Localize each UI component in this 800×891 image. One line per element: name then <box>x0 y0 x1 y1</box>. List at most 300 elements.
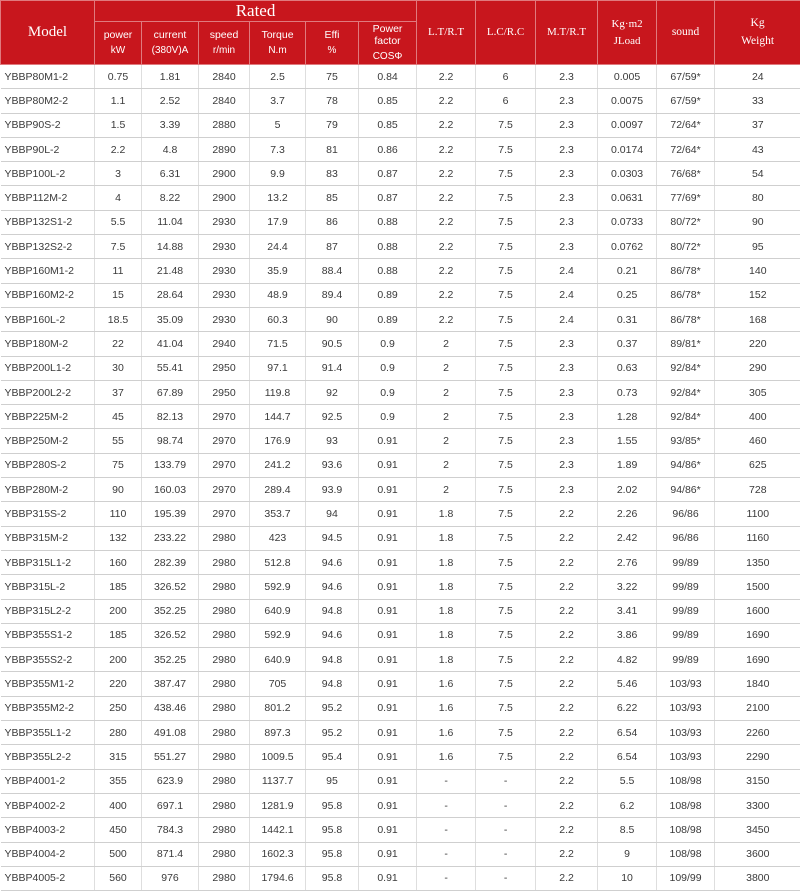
cell-torque: 24.4 <box>250 235 306 259</box>
cell-model: YBBP355L1-2 <box>1 721 95 745</box>
cell-mt-rt: 2.3 <box>536 186 598 210</box>
cell-torque: 144.7 <box>250 405 306 429</box>
cell-weight: 460 <box>715 429 800 453</box>
table-row <box>1 186 800 210</box>
cell-power: 200 <box>95 648 142 672</box>
header-lc-rc: L.C/R.C <box>476 1 536 65</box>
cell-lt-rt: 2.2 <box>417 137 476 161</box>
cell-effi: 94.8 <box>306 648 359 672</box>
cell-lt-rt: 1.8 <box>417 550 476 574</box>
cell-model: YBBP355L2-2 <box>1 745 95 769</box>
cell-power: 560 <box>95 866 142 890</box>
cell-kg-m2: 6.22 <box>598 696 657 720</box>
table-row <box>1 623 800 647</box>
table-row <box>1 453 800 477</box>
cell-model: YBBP315L-2 <box>1 575 95 599</box>
table-row <box>1 818 800 842</box>
cell-effi: 91.4 <box>306 356 359 380</box>
cell-model: YBBP132S1-2 <box>1 210 95 234</box>
cell-lt-rt: - <box>417 842 476 866</box>
cell-mt-rt: 2.2 <box>536 526 598 550</box>
cell-power-factor: 0.91 <box>359 721 417 745</box>
cell-speed: 2970 <box>199 405 250 429</box>
cell-effi: 79 <box>306 113 359 137</box>
table-row <box>1 721 800 745</box>
cell-power-factor: 0.91 <box>359 745 417 769</box>
cell-mt-rt: 2.4 <box>536 307 598 331</box>
header-speed-unit: r/min <box>199 45 249 57</box>
cell-weight: 3800 <box>715 866 800 890</box>
cell-torque: 1137.7 <box>250 769 306 793</box>
cell-power: 315 <box>95 745 142 769</box>
cell-weight: 24 <box>715 65 800 89</box>
table-row <box>1 137 800 161</box>
cell-power-factor: 0.91 <box>359 818 417 842</box>
cell-lt-rt: 2 <box>417 429 476 453</box>
cell-kg-m2: 6.54 <box>598 745 657 769</box>
cell-current: 3.39 <box>142 113 199 137</box>
table-row <box>1 332 800 356</box>
cell-power-factor: 0.84 <box>359 65 417 89</box>
cell-lc-rc: - <box>476 842 536 866</box>
cell-power-factor: 0.86 <box>359 137 417 161</box>
cell-current: 98.74 <box>142 429 199 453</box>
cell-model: YBBP90S-2 <box>1 113 95 137</box>
cell-sound: 99/89 <box>657 648 715 672</box>
cell-power-factor: 0.87 <box>359 162 417 186</box>
cell-mt-rt: 2.3 <box>536 137 598 161</box>
cell-sound: 103/93 <box>657 721 715 745</box>
cell-current: 491.08 <box>142 721 199 745</box>
cell-effi: 95.4 <box>306 745 359 769</box>
table-row <box>1 283 800 307</box>
cell-lc-rc: 6 <box>476 65 536 89</box>
cell-power-factor: 0.91 <box>359 769 417 793</box>
cell-kg-m2: 1.28 <box>598 405 657 429</box>
cell-current: 697.1 <box>142 793 199 817</box>
cell-power: 280 <box>95 721 142 745</box>
cell-model: YBBP355M1-2 <box>1 672 95 696</box>
cell-sound: 72/64* <box>657 137 715 161</box>
cell-model: YBBP315M-2 <box>1 526 95 550</box>
cell-mt-rt: 2.2 <box>536 550 598 574</box>
header-effi-top: Effi <box>306 29 358 41</box>
cell-current: 438.46 <box>142 696 199 720</box>
cell-speed: 2980 <box>199 550 250 574</box>
cell-weight: 2260 <box>715 721 800 745</box>
header-power <box>95 22 142 65</box>
cell-torque: 705 <box>250 672 306 696</box>
cell-weight: 305 <box>715 380 800 404</box>
cell-speed: 2980 <box>199 526 250 550</box>
cell-lt-rt: 2 <box>417 380 476 404</box>
cell-mt-rt: 2.4 <box>536 259 598 283</box>
cell-mt-rt: 2.3 <box>536 210 598 234</box>
cell-mt-rt: 2.2 <box>536 672 598 696</box>
cell-mt-rt: 2.2 <box>536 721 598 745</box>
cell-kg-m2: 0.63 <box>598 356 657 380</box>
cell-sound: 67/59* <box>657 89 715 113</box>
cell-model: YBBP4005-2 <box>1 866 95 890</box>
cell-current: 233.22 <box>142 526 199 550</box>
cell-lc-rc: 7.5 <box>476 599 536 623</box>
cell-sound: 96/86 <box>657 526 715 550</box>
cell-mt-rt: 2.2 <box>536 745 598 769</box>
cell-power-factor: 0.9 <box>359 405 417 429</box>
cell-mt-rt: 2.2 <box>536 769 598 793</box>
cell-torque: 1602.3 <box>250 842 306 866</box>
cell-lc-rc: 7.5 <box>476 745 536 769</box>
cell-sound: 77/69* <box>657 186 715 210</box>
cell-speed: 2970 <box>199 502 250 526</box>
cell-torque: 423 <box>250 526 306 550</box>
cell-lt-rt: 1.6 <box>417 696 476 720</box>
cell-power: 355 <box>95 769 142 793</box>
cell-weight: 220 <box>715 332 800 356</box>
cell-sound: 108/98 <box>657 842 715 866</box>
table-row <box>1 405 800 429</box>
cell-speed: 2970 <box>199 478 250 502</box>
cell-kg-m2: 5.46 <box>598 672 657 696</box>
cell-lc-rc: 7.5 <box>476 575 536 599</box>
cell-model: YBBP280M-2 <box>1 478 95 502</box>
cell-weight: 2100 <box>715 696 800 720</box>
cell-torque: 13.2 <box>250 186 306 210</box>
cell-speed: 2980 <box>199 623 250 647</box>
cell-model: YBBP112M-2 <box>1 186 95 210</box>
cell-speed: 2930 <box>199 235 250 259</box>
header-power-top: power <box>95 29 141 41</box>
header-torque <box>250 22 306 65</box>
cell-lc-rc: - <box>476 793 536 817</box>
cell-lc-rc: 7.5 <box>476 332 536 356</box>
cell-lt-rt: 2 <box>417 332 476 356</box>
cell-model: YBBP355S1-2 <box>1 623 95 647</box>
cell-weight: 625 <box>715 453 800 477</box>
cell-effi: 93.9 <box>306 478 359 502</box>
cell-current: 11.04 <box>142 210 199 234</box>
cell-effi: 81 <box>306 137 359 161</box>
cell-current: 133.79 <box>142 453 199 477</box>
header-current <box>142 22 199 65</box>
cell-sound: 108/98 <box>657 769 715 793</box>
header-rated: Rated <box>95 1 417 22</box>
cell-power: 30 <box>95 356 142 380</box>
cell-kg-m2: 3.86 <box>598 623 657 647</box>
cell-mt-rt: 2.2 <box>536 818 598 842</box>
cell-lt-rt: 1.6 <box>417 745 476 769</box>
cell-lt-rt: 2 <box>417 356 476 380</box>
cell-kg-m2: 0.0174 <box>598 137 657 161</box>
cell-power: 3 <box>95 162 142 186</box>
cell-torque: 801.2 <box>250 696 306 720</box>
cell-torque: 289.4 <box>250 478 306 502</box>
cell-power: 2.2 <box>95 137 142 161</box>
cell-lc-rc: 7.5 <box>476 453 536 477</box>
table-row <box>1 89 800 113</box>
cell-model: YBBP280S-2 <box>1 453 95 477</box>
cell-effi: 90 <box>306 307 359 331</box>
cell-weight: 290 <box>715 356 800 380</box>
header-lt-rt: L.T/R.T <box>417 1 476 65</box>
cell-torque: 1009.5 <box>250 745 306 769</box>
table-row <box>1 769 800 793</box>
cell-sound: 92/84* <box>657 380 715 404</box>
cell-torque: 17.9 <box>250 210 306 234</box>
cell-kg-m2: 0.25 <box>598 283 657 307</box>
cell-current: 195.39 <box>142 502 199 526</box>
cell-power-factor: 0.91 <box>359 866 417 890</box>
cell-mt-rt: 2.2 <box>536 575 598 599</box>
cell-kg-m2: 0.0097 <box>598 113 657 137</box>
cell-lt-rt: 1.6 <box>417 672 476 696</box>
cell-weight: 37 <box>715 113 800 137</box>
cell-power-factor: 0.85 <box>359 89 417 113</box>
cell-power-factor: 0.91 <box>359 842 417 866</box>
cell-power-factor: 0.91 <box>359 696 417 720</box>
cell-power: 450 <box>95 818 142 842</box>
cell-mt-rt: 2.3 <box>536 89 598 113</box>
cell-weight: 1350 <box>715 550 800 574</box>
cell-speed: 2930 <box>199 259 250 283</box>
cell-model: YBBP4001-2 <box>1 769 95 793</box>
cell-sound: 99/89 <box>657 575 715 599</box>
cell-sound: 86/78* <box>657 307 715 331</box>
cell-model: YBBP355S2-2 <box>1 648 95 672</box>
cell-current: 976 <box>142 866 199 890</box>
cell-weight: 90 <box>715 210 800 234</box>
cell-lt-rt: - <box>417 866 476 890</box>
cell-current: 326.52 <box>142 575 199 599</box>
table-row <box>1 162 800 186</box>
cell-lt-rt: 1.8 <box>417 526 476 550</box>
header-power-unit: kW <box>95 45 141 57</box>
cell-power: 75 <box>95 453 142 477</box>
cell-kg-m2: 0.0075 <box>598 89 657 113</box>
header-torque-top: Torque <box>250 29 305 41</box>
cell-torque: 71.5 <box>250 332 306 356</box>
cell-kg-m2: 4.82 <box>598 648 657 672</box>
cell-sound: 99/89 <box>657 550 715 574</box>
cell-lt-rt: 1.6 <box>417 721 476 745</box>
cell-kg-m2: 0.0631 <box>598 186 657 210</box>
cell-weight: 140 <box>715 259 800 283</box>
cell-weight: 54 <box>715 162 800 186</box>
cell-model: YBBP315L2-2 <box>1 599 95 623</box>
cell-model: YBBP4002-2 <box>1 793 95 817</box>
cell-weight: 33 <box>715 89 800 113</box>
cell-power: 90 <box>95 478 142 502</box>
cell-current: 282.39 <box>142 550 199 574</box>
cell-torque: 35.9 <box>250 259 306 283</box>
cell-weight: 728 <box>715 478 800 502</box>
cell-torque: 640.9 <box>250 599 306 623</box>
cell-speed: 2900 <box>199 162 250 186</box>
cell-speed: 2890 <box>199 137 250 161</box>
cell-current: 35.09 <box>142 307 199 331</box>
cell-lt-rt: 2.2 <box>417 259 476 283</box>
header-torque-unit: N.m <box>250 45 305 57</box>
cell-kg-m2: 6.54 <box>598 721 657 745</box>
header-power-factor-top: Power factor <box>359 23 416 47</box>
cell-sound: 99/89 <box>657 623 715 647</box>
cell-current: 387.47 <box>142 672 199 696</box>
cell-lc-rc: 7.5 <box>476 283 536 307</box>
cell-kg-m2: 3.22 <box>598 575 657 599</box>
cell-lt-rt: 2.2 <box>417 307 476 331</box>
cell-model: YBBP160L-2 <box>1 307 95 331</box>
cell-mt-rt: 2.3 <box>536 380 598 404</box>
cell-model: YBBP160M2-2 <box>1 283 95 307</box>
cell-sound: 92/84* <box>657 405 715 429</box>
cell-effi: 92 <box>306 380 359 404</box>
header-weight-bottom: Weight <box>715 35 800 48</box>
cell-mt-rt: 2.3 <box>536 356 598 380</box>
cell-lt-rt: 2.2 <box>417 89 476 113</box>
cell-model: YBBP4004-2 <box>1 842 95 866</box>
cell-effi: 85 <box>306 186 359 210</box>
cell-current: 352.25 <box>142 599 199 623</box>
cell-sound: 89/81* <box>657 332 715 356</box>
header-speed <box>199 22 250 65</box>
cell-model: YBBP355M2-2 <box>1 696 95 720</box>
cell-current: 6.31 <box>142 162 199 186</box>
cell-power: 45 <box>95 405 142 429</box>
cell-effi: 94.6 <box>306 550 359 574</box>
cell-weight: 3600 <box>715 842 800 866</box>
cell-torque: 60.3 <box>250 307 306 331</box>
cell-effi: 95.2 <box>306 696 359 720</box>
cell-power: 0.75 <box>95 65 142 89</box>
header-weight <box>715 1 800 65</box>
cell-effi: 94.8 <box>306 599 359 623</box>
cell-weight: 1840 <box>715 672 800 696</box>
cell-speed: 2980 <box>199 721 250 745</box>
table-row <box>1 550 800 574</box>
cell-weight: 152 <box>715 283 800 307</box>
cell-power-factor: 0.85 <box>359 113 417 137</box>
cell-power-factor: 0.91 <box>359 599 417 623</box>
cell-effi: 94.5 <box>306 526 359 550</box>
cell-speed: 2980 <box>199 696 250 720</box>
cell-weight: 1160 <box>715 526 800 550</box>
cell-power: 160 <box>95 550 142 574</box>
cell-weight: 168 <box>715 307 800 331</box>
cell-lt-rt: 2.2 <box>417 235 476 259</box>
cell-power-factor: 0.91 <box>359 575 417 599</box>
table-row <box>1 113 800 137</box>
cell-weight: 1690 <box>715 623 800 647</box>
cell-lt-rt: 1.8 <box>417 575 476 599</box>
cell-power: 132 <box>95 526 142 550</box>
cell-power: 1.5 <box>95 113 142 137</box>
cell-mt-rt: 2.3 <box>536 478 598 502</box>
header-power-factor-unit: COSΦ <box>359 51 416 63</box>
cell-torque: 3.7 <box>250 89 306 113</box>
cell-mt-rt: 2.3 <box>536 65 598 89</box>
cell-mt-rt: 2.2 <box>536 599 598 623</box>
table-row <box>1 307 800 331</box>
cell-power: 4 <box>95 186 142 210</box>
cell-torque: 1794.6 <box>250 866 306 890</box>
cell-torque: 592.9 <box>250 575 306 599</box>
cell-model: YBBP4003-2 <box>1 818 95 842</box>
cell-lt-rt: 2.2 <box>417 65 476 89</box>
cell-speed: 2980 <box>199 575 250 599</box>
header-current-top: current <box>142 29 198 41</box>
cell-current: 55.41 <box>142 356 199 380</box>
cell-lt-rt: 2 <box>417 453 476 477</box>
cell-sound: 103/93 <box>657 672 715 696</box>
cell-speed: 2880 <box>199 113 250 137</box>
cell-power-factor: 0.91 <box>359 526 417 550</box>
cell-lc-rc: 7.5 <box>476 162 536 186</box>
cell-mt-rt: 2.2 <box>536 502 598 526</box>
table-row <box>1 380 800 404</box>
cell-torque: 592.9 <box>250 623 306 647</box>
cell-torque: 5 <box>250 113 306 137</box>
cell-power: 1.1 <box>95 89 142 113</box>
cell-kg-m2: 2.02 <box>598 478 657 502</box>
cell-weight: 1500 <box>715 575 800 599</box>
cell-lc-rc: 7.5 <box>476 526 536 550</box>
cell-power: 37 <box>95 380 142 404</box>
cell-lc-rc: 7.5 <box>476 307 536 331</box>
cell-kg-m2: 0.0733 <box>598 210 657 234</box>
cell-mt-rt: 2.3 <box>536 429 598 453</box>
cell-speed: 2930 <box>199 210 250 234</box>
cell-power-factor: 0.91 <box>359 793 417 817</box>
cell-kg-m2: 0.31 <box>598 307 657 331</box>
cell-lc-rc: 7.5 <box>476 113 536 137</box>
cell-lc-rc: 6 <box>476 89 536 113</box>
cell-effi: 95.8 <box>306 866 359 890</box>
cell-sound: 80/72* <box>657 235 715 259</box>
cell-lc-rc: 7.5 <box>476 672 536 696</box>
cell-lt-rt: - <box>417 769 476 793</box>
cell-lt-rt: 2.2 <box>417 162 476 186</box>
cell-mt-rt: 2.3 <box>536 453 598 477</box>
cell-sound: 96/86 <box>657 502 715 526</box>
cell-current: 14.88 <box>142 235 199 259</box>
cell-lt-rt: - <box>417 818 476 842</box>
cell-mt-rt: 2.2 <box>536 648 598 672</box>
cell-weight: 1100 <box>715 502 800 526</box>
cell-lc-rc: 7.5 <box>476 356 536 380</box>
header-effi-unit: % <box>306 45 358 57</box>
cell-power-factor: 0.88 <box>359 210 417 234</box>
cell-weight: 1600 <box>715 599 800 623</box>
cell-lt-rt: 1.8 <box>417 623 476 647</box>
cell-current: 326.52 <box>142 623 199 647</box>
cell-sound: 94/86* <box>657 478 715 502</box>
cell-mt-rt: 2.2 <box>536 623 598 647</box>
cell-speed: 2970 <box>199 453 250 477</box>
cell-lc-rc: 7.5 <box>476 235 536 259</box>
cell-lt-rt: 1.8 <box>417 502 476 526</box>
cell-model: YBBP200L2-2 <box>1 380 95 404</box>
cell-kg-m2: 6.2 <box>598 793 657 817</box>
cell-speed: 2980 <box>199 745 250 769</box>
cell-speed: 2840 <box>199 65 250 89</box>
table-row <box>1 356 800 380</box>
cell-current: 4.8 <box>142 137 199 161</box>
cell-weight: 43 <box>715 137 800 161</box>
table-row <box>1 575 800 599</box>
header-current-unit: (380V)A <box>142 45 198 57</box>
cell-effi: 89.4 <box>306 283 359 307</box>
cell-current: 82.13 <box>142 405 199 429</box>
